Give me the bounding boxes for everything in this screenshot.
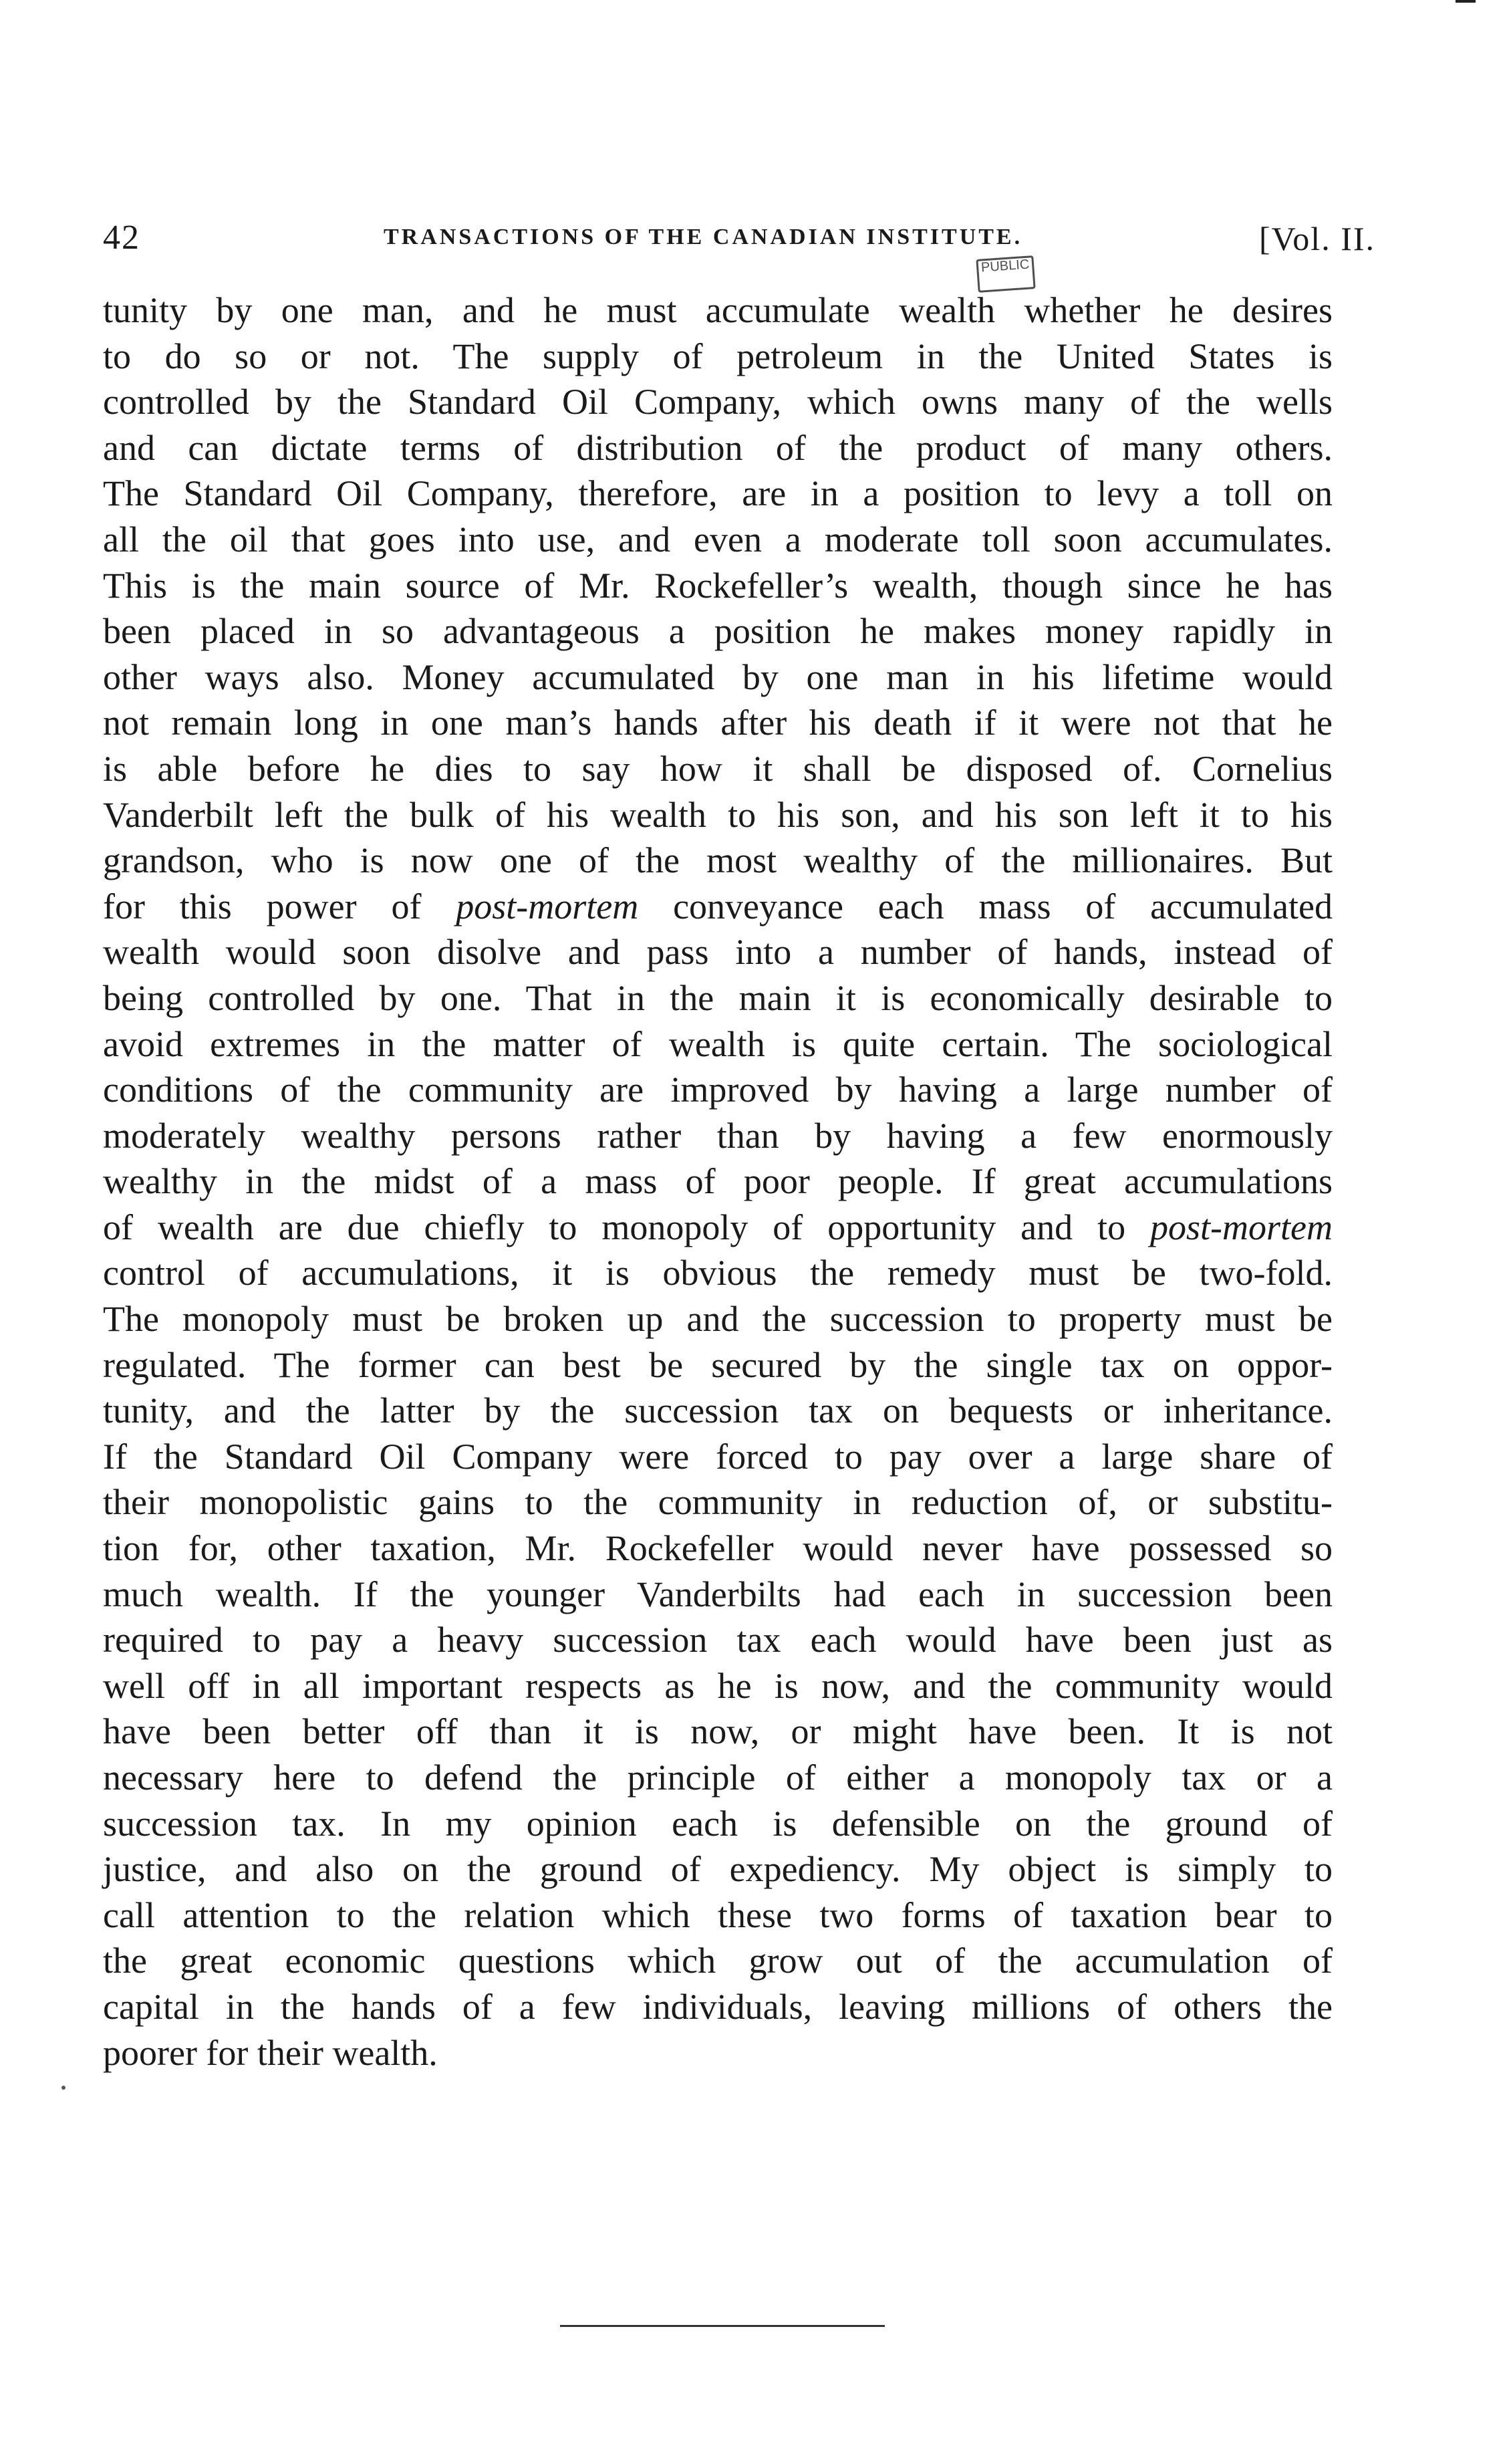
text-line-content: tion for, other taxation, Mr. Rockefeller would never have possessed so [103, 1528, 1333, 1569]
text-line-content: required to pay a heavy succession tax each would have been just as [103, 1620, 1333, 1660]
text-line [103, 287, 1333, 334]
text-line-content: The Standard Oil Company, therefore, are in a position to levy a toll on [103, 473, 1333, 514]
text-line-content: other ways also. Money accumulated by one man in his lifetime would [103, 656, 1333, 697]
text-line [103, 1296, 1333, 1342]
text-line-content: wealth would soon disolve and pass into a number of hands, instead of [103, 932, 1333, 973]
text-line-content: call attention to the relation which these two forms of taxation bear to [103, 1894, 1333, 1935]
text-line-content: justice, and also on the ground of expediency. My object is simply to [103, 1849, 1333, 1890]
text-line-content: tunity, and the latter by the succession tax on bequests or inheritance. [103, 1390, 1333, 1431]
text-line [103, 1663, 1333, 1709]
text-line [103, 654, 1333, 701]
text-line [103, 1984, 1333, 2030]
text-line-content: to do so or not. The supply of petroleum in the United States is [103, 336, 1333, 376]
text-line [103, 1525, 1333, 1572]
text-line [103, 1388, 1333, 1434]
text-line [103, 563, 1333, 609]
text-line [103, 1801, 1333, 1847]
text-line-content: their monopolistic gains to the community in reduction of, or substitu- [103, 1482, 1333, 1523]
text-line-content: regulated. The former can best be secured by the single tax on oppor- [103, 1344, 1333, 1385]
text-line-content: well off in all important respects as he is now, and the community would [103, 1665, 1333, 1706]
text-line [103, 2030, 1333, 2076]
text-line-content: This is the main source of Mr. Rockefeller’s wealth, though since he has [103, 565, 1333, 606]
text-line-content: capital in the hands of a few individuals, leaving millions of others the [103, 1986, 1333, 2027]
text-line [103, 1892, 1333, 1939]
text-line [103, 1250, 1333, 1296]
text-line-content: Vanderbilt left the bulk of his wealth to his son, and his son left it to his [103, 794, 1333, 835]
text-line-content: being controlled by one. That in the main it is economically desirable to [103, 977, 1333, 1018]
text-line [103, 975, 1333, 1021]
text-line-content: and can dictate terms of distribution of the product of many others. [103, 427, 1333, 468]
text-line [103, 792, 1333, 838]
page-header [103, 213, 1375, 266]
text-line [103, 1434, 1333, 1480]
text-line [103, 1709, 1333, 1755]
text-line [103, 1479, 1333, 1525]
text-line [103, 1021, 1333, 1068]
text-line-content: of wealth are due chiefly to monopoly of opportunity and to post-mortem [103, 1207, 1333, 1247]
text-line [103, 838, 1333, 884]
text-line [103, 746, 1333, 792]
text-line [103, 1938, 1333, 1984]
text-line-content: succession tax. In my opinion each is defensible on the ground of [103, 1803, 1333, 1844]
text-line-content: is able before he dies to say how it shall be disposed of. Cornelius [103, 748, 1333, 789]
text-line [103, 608, 1333, 654]
margin-mark [61, 2086, 65, 2090]
running-title: TRANSACTIONS OF THE CANADIAN INSTITUTE. [384, 225, 1023, 249]
text-line-content: been placed in so advantageous a position he makes money rapidly in [103, 611, 1333, 652]
text-line [103, 425, 1333, 471]
text-line [103, 1342, 1333, 1388]
section-end-rule [560, 2325, 885, 2327]
text-line-content: have been better off than it is now, or might have been. It is not [103, 1711, 1333, 1752]
text-line [103, 334, 1333, 380]
text-line-content: control of accumulations, it is obvious the remedy must be two-fold. [103, 1253, 1333, 1293]
volume-label: [Vol. II. [1258, 220, 1375, 257]
text-line-content: conditions of the community are improved by having a large number of [103, 1070, 1333, 1110]
text-line-content: wealthy in the midst of a mass of poor people. If great accumulations [103, 1161, 1333, 1202]
text-line [103, 517, 1333, 563]
text-line-content: grandson, who is now one of the most wealthy of the millionaires. But [103, 840, 1333, 881]
body-text [103, 287, 1333, 2076]
page-number: 42 [103, 219, 140, 257]
text-line-content: tunity by one man, and he must accumulate wealth whether he desires [103, 290, 1333, 330]
text-line [103, 1572, 1333, 1618]
text-line [103, 1205, 1333, 1251]
text-line-content: for this power of post-mortem conveyance each mass of accumulated [103, 886, 1333, 927]
text-line [103, 1755, 1333, 1801]
text-line [103, 1113, 1333, 1159]
text-line-content: the great economic questions which grow out of the accumulation of [103, 1941, 1333, 1981]
text-line [103, 1158, 1333, 1205]
text-line-content: If the Standard Oil Company were forced to pay over a large share of [103, 1436, 1333, 1477]
text-line-content: necessary here to defend the principle of either a monopoly tax or a [103, 1757, 1333, 1798]
text-line [103, 1067, 1333, 1113]
text-line [103, 471, 1333, 517]
text-line-content: poorer for their wealth. [103, 2032, 438, 2073]
text-line-content: much wealth. If the younger Vanderbilts had each in succession been [103, 1574, 1333, 1614]
text-line [103, 884, 1333, 930]
text-line [103, 1617, 1333, 1663]
text-line [103, 929, 1333, 975]
text-line [103, 1846, 1333, 1892]
text-line-content: The monopoly must be broken up and the succession to property must be [103, 1299, 1333, 1340]
text-line-content: moderately wealthy persons rather than by having a few enormously [103, 1115, 1333, 1156]
text-line-content: avoid extremes in the matter of wealth is quite certain. The sociological [103, 1023, 1333, 1064]
text-line-content: controlled by the Standard Oil Company, which owns many of the wells [103, 382, 1333, 422]
text-line-content: not remain long in one man’s hands after his death if it were not that he [103, 703, 1333, 743]
page-corner-mark [1456, 0, 1476, 3]
text-line [103, 379, 1333, 425]
text-line-content: all the oil that goes into use, and even a moderate toll soon accumulates. [103, 519, 1333, 560]
text-line [103, 700, 1333, 746]
library-stamp: PUBLIC [976, 255, 1035, 293]
